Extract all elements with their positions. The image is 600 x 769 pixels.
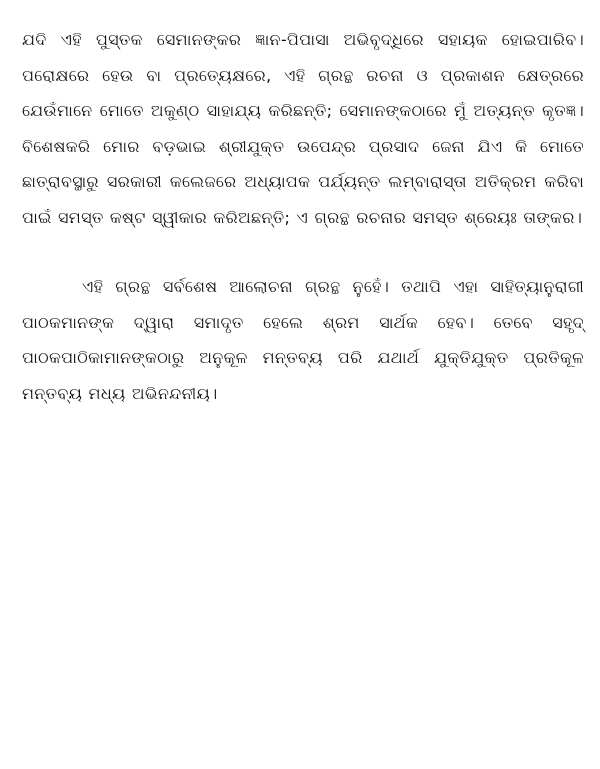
paragraph-gratitude: ଯଦି ଏହି ପୁସ୍ତକ ସେମାନଙ୍କର ଜ୍ଞାନ-ପିପାସା ଅଭିବୃଦ୍ଧିରେ ସହାୟକ ହୋଇପାରିବ। ପରୋକ୍ଷରେ ହେଉ ବା ପ୍ରତ୍ୟେକ୍ଷରେ, ଏହି ଗ୍ରନ୍ଥ ରଚନା ଓ ପ୍ରକାଶନ କ୍ଷେତ୍ରରେ ଯେଉଁମାନେ ମୋତେ ଅକୁଣ୍ଠ ସାହାଯ୍ୟ କରିଛନ୍ତି; ସେମାନଙ୍କଠାରେ ମୁଁ ଅତ୍ୟନ୍ତ କୃତଜ୍ଞ। ବିଶେଷକରି ମୋର ବଡ଼ଭାଇ ଶ୍ରୀଯୁକ୍ତ ଉପେନ୍ଦ୍ର ପ୍ରସାଦ ଜେନା ଯିଏ କି ମୋତେ ଛାତ୍ରାବସ୍ଥାରୁ ସରକାରୀ କଲେଜରେ ଅଧ୍ୟାପକ ପର୍ଯ୍ୟନ୍ତ ଲମ୍ବାରାସ୍ତା ଅତିକ୍ରମ କରିବା ପାଇଁ ସମସ୍ତ କଷ୍ଟ ସ୍ୱୀକାର କରିଅଛନ୍ତି; ଏ ଗ୍ରନ୍ଥ ରଚନାର ସମସ୍ତ ଶ୍ରେୟଃ ତାଙ୍କର।	[22, 30, 584, 227]
paragraph-closing: ଏହି ଗ୍ରନ୍ଥ ସର୍ବଶେଷ ଆଲୋଚନା ଗ୍ରନ୍ଥ ନୁହେଁ। ତଥାପି ଏହା ସାହିତ୍ୟାନୁରାଗୀ ପାଠକମାନଙ୍କ ଦ୍ୱାରା ସମାଦୃତ ହେଲେ ଶ୍ରମ ସାର୍ଥକ ହେବ। ତେବେ ସହୃଦ୍ ପାଠକପାଠିକାମାନଙ୍କଠାରୁ ଅନୁକୂଳ ମନ୍ତବ୍ୟ ପରି ଯଥାର୍ଥ ଯୁକ୍ତିଯୁକ୍ତ ପ୍ରତିକୂଳ ମନ୍ତବ୍ୟ ମଧ୍ୟ ଅଭିନନ୍ଦନୀୟ।	[22, 277, 584, 403]
